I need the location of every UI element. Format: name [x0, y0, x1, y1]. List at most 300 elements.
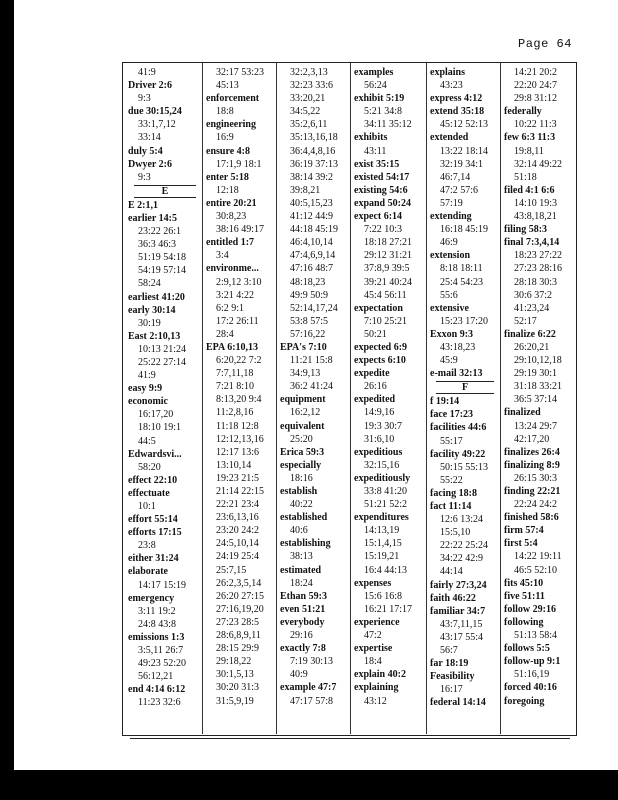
index-reference: 26:2,3,5,14: [216, 577, 262, 589]
index-reference: 38:16 49:17: [216, 224, 265, 236]
index-reference: 45:9: [440, 355, 458, 367]
index-reference: 36:5 37:14: [514, 394, 558, 406]
index-term: following: [504, 616, 544, 628]
index-reference: 22:20 24:7: [514, 80, 558, 92]
index-reference: 27:16,19,20: [216, 603, 264, 615]
index-reference: 32:23 33:6: [290, 80, 334, 92]
index-reference: 36:19 37:13: [290, 158, 339, 170]
index-reference: 10:13 21:24: [138, 343, 187, 355]
index-term: firm 57:4: [504, 525, 544, 537]
index-reference: 51:19 54:18: [138, 252, 187, 264]
index-reference: 3:4: [216, 250, 229, 262]
index-reference: 40:5,15,23: [290, 197, 333, 209]
index-reference: 6:2 9:1: [216, 302, 245, 314]
index-reference: 18:4: [364, 656, 382, 668]
index-reference: 41:12 44:9: [290, 211, 334, 223]
index-reference: 51:18: [514, 171, 537, 183]
index-reference: 24:19 25:4: [216, 551, 260, 563]
index-term: Ethan 59:3: [280, 590, 327, 602]
index-reference: 38:13: [290, 551, 313, 563]
index-term: express 4:12: [430, 93, 483, 105]
index-reference: 10:1: [138, 501, 156, 512]
index-term: faith 46:22: [430, 592, 476, 604]
index-term: elaborate: [128, 566, 168, 578]
index-term: f 19:14: [430, 396, 460, 408]
index-term: Dwyer 2:6: [128, 158, 172, 170]
index-term: early 30:14: [128, 304, 176, 316]
index-reference: 21:14 22:15: [216, 486, 265, 497]
index-term: duly 5:4: [128, 145, 163, 157]
index-term: filed 4:1 6:6: [504, 184, 555, 196]
index-reference: 50:21: [364, 328, 387, 340]
index-term: expedited: [354, 394, 396, 406]
index-column-5: [430, 66, 500, 710]
index-reference: 34:22 42:9: [440, 553, 484, 565]
index-reference: 14:21 20:2: [514, 67, 558, 78]
index-reference: 33:1,7,12: [138, 119, 176, 131]
index-reference: 7:21 8:10: [216, 381, 255, 393]
index-term: exist 35:15: [354, 158, 400, 170]
index-term: finalizes 26:4: [504, 446, 560, 458]
index-reference: 16:17,20: [138, 409, 174, 421]
index-reference: 29:19 30:1: [514, 368, 558, 380]
index-reference: 29:18,22: [216, 656, 252, 668]
index-reference: 32:14 49:22: [514, 158, 563, 170]
index-term: East 2:10,13: [128, 330, 181, 342]
index-term: everybody: [280, 616, 325, 628]
index-letter-heading: F: [436, 381, 494, 394]
index-reference: 36:4,4,8,16: [290, 145, 336, 157]
index-term: EPA 6:10,13: [206, 341, 259, 353]
index-reference: 42:17,20: [514, 433, 550, 445]
column-separator: [276, 62, 277, 734]
index-reference: 3:5,11 26:7: [138, 645, 184, 657]
index-term: environme...: [206, 263, 259, 275]
index-term: either 31:24: [128, 553, 179, 565]
index-reference: 34:11 35:12: [364, 119, 412, 131]
index-reference: 31:18 33:21: [514, 381, 563, 393]
index-reference: 47:16 48:7: [290, 263, 334, 275]
index-reference: 18:23 27:22: [514, 250, 563, 262]
index-reference: 43:8,18,21: [514, 211, 557, 223]
index-term: Feasibility: [430, 671, 475, 683]
index-reference: 8:18 18:11: [440, 263, 483, 275]
index-reference: 40:9: [290, 669, 308, 681]
column-separator: [350, 62, 351, 734]
index-reference: 26:20 27:15: [216, 590, 265, 602]
index-reference: 16:2,12: [290, 407, 321, 419]
index-term: familiar 34:7: [430, 605, 486, 617]
index-reference: 38:14 39:2: [290, 171, 334, 183]
index-reference: 53:8 57:5: [290, 315, 329, 327]
index-reference: 16:9: [216, 132, 234, 144]
index-term: filing 58:3: [504, 224, 548, 236]
index-term: exhibits: [354, 132, 388, 144]
index-reference: 32:15,16: [364, 459, 400, 471]
index-reference: 36:2 41:24: [290, 381, 334, 393]
index-term: expeditious: [354, 446, 403, 458]
index-term: emergency: [128, 592, 175, 604]
index-reference: 36:3 46:3: [138, 239, 177, 251]
column-separator: [500, 62, 501, 734]
index-reference: 43:11: [364, 145, 387, 157]
index-reference: 44:5: [138, 435, 156, 447]
index-term: e-mail 32:13: [430, 368, 483, 380]
index-reference: 28:6,8,9,11: [216, 630, 261, 642]
index-term: follow-up 9:1: [504, 656, 561, 668]
index-reference: 28:4: [216, 328, 234, 340]
index-reference: 25:4 54:23: [440, 276, 484, 288]
index-reference: 39:8,21: [290, 184, 321, 196]
index-term: entire 20:21: [206, 197, 257, 209]
index-reference: 46:9: [440, 237, 458, 249]
index-reference: 41:23,24: [514, 302, 550, 314]
index-reference: 46:7,14: [440, 171, 471, 183]
index-reference: 57:16,22: [290, 328, 326, 340]
index-term: finding 22:21: [504, 486, 561, 497]
index-term: Exxon 9:3: [430, 328, 474, 340]
index-reference: 30:1,5,13: [216, 669, 254, 681]
index-term: estimated: [280, 564, 322, 576]
index-reference: 55:17: [440, 435, 463, 447]
index-reference: 13:22 18:14: [440, 145, 489, 157]
index-term: efforts 17:15: [128, 527, 182, 539]
index-reference: 14:10 19:3: [514, 197, 558, 209]
index-reference: 29:8 31:12: [514, 93, 558, 105]
column-separator: [202, 62, 203, 734]
index-term: especially: [280, 459, 322, 471]
index-term: extension: [430, 250, 470, 262]
index-reference: 22:21 23:4: [216, 499, 260, 511]
index-reference: 28:18 30:3: [514, 276, 558, 288]
index-term: even 51:21: [280, 603, 326, 615]
index-reference: 16:4 44:13: [364, 564, 408, 576]
index-term: effort 55:14: [128, 514, 178, 526]
index-reference: 43:18,23: [440, 341, 476, 353]
index-reference: 44:18 45:19: [290, 224, 339, 236]
index-reference: 18:10 19:1: [138, 422, 182, 434]
index-term: facilities 44:6: [430, 422, 487, 434]
index-term: earliest 41:20: [128, 291, 185, 303]
index-reference: 54:19 57:14: [138, 265, 187, 277]
index-reference: 9:3: [138, 93, 151, 105]
index-term: E 2:1,1: [128, 199, 158, 211]
index-reference: 24:5,10,14: [216, 538, 259, 550]
index-term: enforcement: [206, 93, 260, 105]
index-term: expectation: [354, 302, 403, 314]
index-reference: 45:12 52:13: [440, 119, 489, 131]
index-term: expenses: [354, 577, 392, 589]
index-reference: 16:18 45:19: [440, 224, 489, 236]
index-term: example 47:7: [280, 682, 337, 694]
index-term: facility 49:22: [430, 448, 486, 460]
index-reference: 29:10,12,18: [514, 355, 562, 367]
index-term: explaining: [354, 682, 399, 694]
index-term: fact 11:14: [430, 501, 472, 512]
index-reference: 19:3 30:7: [364, 420, 403, 432]
index-reference: 9:3: [138, 171, 151, 183]
index-reference: 48:18,23: [290, 276, 326, 288]
index-reference: 32:19 34:1: [440, 158, 484, 170]
index-reference: 16:17: [440, 684, 463, 696]
index-term: easy 9:9: [128, 383, 163, 395]
index-term: expertise: [354, 643, 393, 655]
index-reference: 14:22 19:11: [514, 551, 562, 563]
index-reference: 23:8: [138, 540, 156, 552]
index-reference: 45:13: [216, 80, 239, 92]
index-reference: 44:14: [440, 566, 463, 578]
index-reference: 47:2: [364, 630, 382, 642]
index-term: engineering: [206, 119, 256, 131]
index-term: Driver 2:6: [128, 80, 172, 92]
index-reference: 30:6 37:2: [514, 289, 553, 301]
index-reference: 18:18 27:21: [364, 237, 413, 249]
index-reference: 25:20: [290, 433, 313, 445]
index-term: existing 54:6: [354, 184, 408, 196]
index-reference: 23:20 24:2: [216, 525, 260, 537]
index-term: first 5:4: [504, 538, 538, 550]
index-reference: 40:6: [290, 525, 308, 537]
index-term: experience: [354, 616, 400, 628]
index-reference: 51:21 52:2: [364, 499, 408, 511]
index-reference: 39:21 40:24: [364, 276, 413, 288]
index-term: expect 6:14: [354, 211, 403, 223]
index-reference: 14:13,19: [364, 525, 400, 537]
index-reference: 11:23 32:6: [138, 697, 181, 709]
index-reference: 13:24 29:7: [514, 420, 558, 432]
page-number: Page 64: [518, 37, 572, 51]
index-reference: 25:22 27:14: [138, 356, 187, 368]
index-reference: 23:22 26:1: [138, 226, 182, 238]
index-reference: 7:22 10:3: [364, 224, 403, 236]
index-reference: 12:12,13,16: [216, 433, 264, 445]
scan-bottom-border: [0, 770, 618, 800]
index-term: face 17:23: [430, 409, 474, 421]
index-reference: 34:5,22: [290, 106, 321, 118]
index-reference: 26:20,21: [514, 341, 550, 353]
index-reference: 15:23 17:20: [440, 315, 489, 327]
index-reference: 7:10 25:21: [364, 315, 408, 327]
index-reference: 47:2 57:6: [440, 184, 479, 196]
index-reference: 3:11 19:2: [138, 605, 176, 617]
index-term: Edwardsvi...: [128, 448, 182, 460]
index-term: effectuate: [128, 487, 170, 499]
index-reference: 43:17 55:4: [440, 631, 484, 643]
index-term: earlier 14:5: [128, 212, 177, 224]
index-reference: 41:9: [138, 370, 156, 382]
index-term: extensive: [430, 302, 469, 314]
index-term: exhibit 5:19: [354, 93, 405, 105]
index-reference: 30:20 31:3: [216, 682, 260, 694]
index-reference: 46:4,10,14: [290, 237, 333, 249]
index-reference: 15:1,4,15: [364, 538, 402, 550]
index-reference: 55:22: [440, 474, 463, 486]
index-term: EPA's 7:10: [280, 341, 327, 353]
index-term: extended: [430, 132, 469, 144]
index-reference: 13:10,14: [216, 459, 252, 471]
index-term: entitled 1:7: [206, 237, 255, 249]
index-term: few 6:3 11:3: [504, 132, 556, 144]
index-term: forced 40:16: [504, 682, 557, 694]
index-term: federal 14:14: [430, 697, 486, 709]
index-term: existed 54:17: [354, 171, 410, 183]
index-reference: 49:9 50:9: [290, 289, 329, 301]
index-term: ensure 4:8: [206, 145, 250, 157]
index-reference: 26:15 30:3: [514, 472, 558, 484]
index-reference: 27:23 28:5: [216, 616, 260, 628]
scan-left-border: [0, 0, 14, 800]
index-reference: 41:9: [138, 67, 156, 78]
index-term: expeditiously: [354, 472, 411, 484]
index-column-4: [354, 66, 426, 708]
index-reference: 7:7,11,18: [216, 368, 254, 380]
index-reference: 14:9,16: [364, 407, 395, 419]
index-term: enter 5:18: [206, 171, 249, 183]
index-reference: 52:14,17,24: [290, 302, 338, 314]
index-reference: 55:6: [440, 289, 458, 301]
index-term: follow 29:16: [504, 603, 556, 615]
index-term: established: [280, 512, 328, 524]
index-reference: 23:6,13,16: [216, 512, 259, 524]
index-term: extend 35:18: [430, 106, 485, 118]
index-term: equipment: [280, 394, 326, 406]
index-term: fits 45:10: [504, 577, 544, 589]
index-reference: 27:23 28:16: [514, 263, 563, 275]
index-reference: 33:14: [138, 132, 161, 144]
index-reference: 35:13,16,18: [290, 132, 338, 144]
index-reference: 56:24: [364, 80, 387, 92]
index-reference: 11:2,8,16: [216, 407, 254, 419]
index-term: five 51:11: [504, 590, 545, 602]
index-reference: 10:22 11:3: [514, 119, 557, 131]
index-term: establishing: [280, 538, 331, 550]
index-reference: 51:16,19: [514, 669, 550, 681]
index-term: due 30:15,24: [128, 106, 182, 118]
index-reference: 18:24: [290, 577, 313, 589]
index-term: end 4:14 6:12: [128, 684, 186, 696]
index-reference: 46:5 52:10: [514, 564, 558, 576]
index-reference: 51:13 58:4: [514, 630, 558, 642]
index-reference: 15:19,21: [364, 551, 400, 563]
index-term: fairly 27:3,24: [430, 579, 487, 591]
column-separator: [426, 62, 427, 734]
index-term: final 7:3,4,14: [504, 237, 560, 249]
index-term: expects 6:10: [354, 355, 406, 367]
index-term: far 18:19: [430, 658, 469, 670]
index-term: expand 50:24: [354, 197, 411, 209]
index-reference: 25:7,15: [216, 564, 247, 576]
index-term: equivalent: [280, 420, 325, 432]
index-reference: 56:12,21: [138, 671, 174, 683]
index-term: effect 22:10: [128, 474, 178, 486]
index-term: facing 18:8: [430, 487, 477, 499]
index-reference: 18:16: [290, 472, 313, 484]
index-column-3: [280, 66, 350, 708]
index-reference: 14:17 15:19: [138, 579, 187, 591]
index-reference: 33:8 41:20: [364, 486, 408, 497]
index-reference: 49:23 52:20: [138, 658, 187, 670]
index-reference: 15:5,10: [440, 527, 471, 539]
index-reference: 15:6 16:8: [364, 590, 403, 602]
index-reference: 37:8,9 39:5: [364, 263, 410, 275]
index-reference: 52:17: [514, 315, 537, 327]
index-reference: 11:21 15:8: [290, 355, 333, 367]
index-reference: 43:7,11,15: [440, 618, 483, 630]
index-reference: 6:20,22 7:2: [216, 355, 262, 367]
index-reference: 19:8,11: [514, 145, 544, 157]
index-reference: 30:8,23: [216, 211, 247, 223]
index-reference: 35:2,6,11: [290, 119, 328, 131]
index-term: economic: [128, 396, 168, 408]
index-term: finalize 6:22: [504, 328, 556, 340]
index-term: federally: [504, 106, 542, 118]
index-reference: 17:1,9 18:1: [216, 158, 262, 170]
index-reference: 34:9,13: [290, 368, 321, 380]
index-reference: 11:18 12:8: [216, 420, 259, 432]
index-reference: 5:21 34:8: [364, 106, 403, 118]
index-reference: 2:9,12 3:10: [216, 276, 262, 288]
index-reference: 29:16: [290, 630, 313, 642]
index-reference: 30:19: [138, 317, 161, 329]
index-reference: 58:24: [138, 278, 161, 290]
index-term: Erica 59:3: [280, 446, 325, 458]
index-reference: 28:15 29:9: [216, 643, 260, 655]
index-term: examples: [354, 67, 394, 78]
index-reference: 47:17 57:8: [290, 695, 334, 707]
index-column-2: [206, 66, 276, 708]
index-term: expected 6:9: [354, 341, 408, 353]
index-reference: 29:12 31:21: [364, 250, 413, 262]
index-term: finalizing 8:9: [504, 459, 560, 471]
index-column-6: [504, 66, 574, 708]
index-term: extending: [430, 211, 472, 223]
index-reference: 24:8 43:8: [138, 618, 177, 630]
index-term: expedite: [354, 368, 390, 380]
bottom-rule: [130, 738, 570, 739]
index-reference: 43:23: [440, 80, 463, 92]
index-reference: 22:22 25:24: [440, 540, 489, 552]
index-term: explains: [430, 67, 466, 78]
index-reference: 3:21 4:22: [216, 289, 255, 301]
index-reference: 43:12: [364, 695, 387, 707]
index-reference: 33:20,21: [290, 93, 326, 105]
index-reference: 19:23 21:5: [216, 472, 260, 484]
index-reference: 8:13,20 9:4: [216, 394, 262, 406]
index-reference: 12:17 13:6: [216, 446, 260, 458]
index-reference: 50:15 55:13: [440, 461, 489, 473]
index-term: foregoing: [504, 695, 545, 707]
index-letter-heading: E: [134, 185, 196, 198]
index-term: emissions 1:3: [128, 631, 185, 643]
index-reference: 22:24 24:2: [514, 499, 558, 511]
index-term: exactly 7:8: [280, 643, 326, 655]
index-term: finished 58:6: [504, 512, 559, 524]
index-reference: 16:21 17:17: [364, 603, 413, 615]
index-column-1: [128, 66, 202, 710]
index-reference: 7:19 30:13: [290, 656, 334, 668]
index-reference: 45:4 56:11: [364, 289, 407, 301]
index-reference: 32:17 53:23: [216, 67, 265, 78]
index-reference: 12:18: [216, 184, 239, 196]
index-reference: 26:16: [364, 381, 387, 393]
index-term: establish: [280, 486, 318, 497]
index-reference: 57:19: [440, 197, 463, 209]
index-reference: 31:6,10: [364, 433, 395, 445]
index-term: follows 5:5: [504, 643, 550, 655]
index-reference: 56:7: [440, 645, 458, 657]
index-reference: 12:6 13:24: [440, 514, 484, 526]
index-reference: 31:5,9,19: [216, 695, 254, 707]
